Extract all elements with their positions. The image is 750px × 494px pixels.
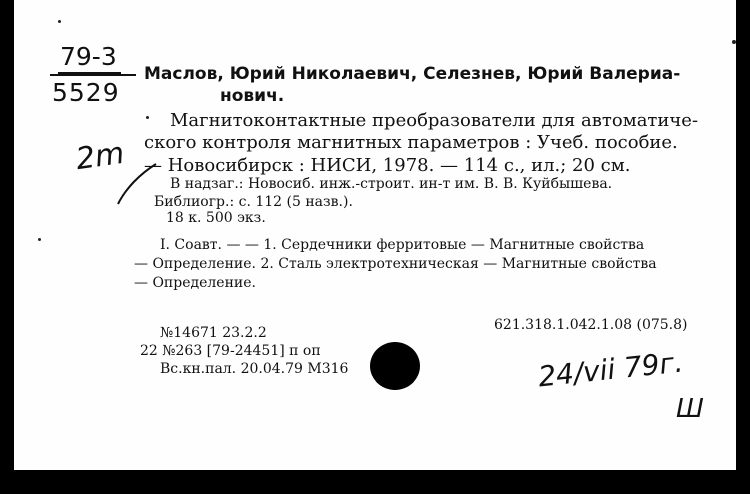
shelfmark — [50, 42, 138, 107]
subject-line-2: — Определение. 2. Сталь электротехническая — Магнитные свойства — [134, 256, 657, 272]
subject-line-3: — Определение. — [134, 275, 256, 291]
shelfmark-top: 79-3 — [58, 42, 121, 74]
shelfmark-bottom: 5529 — [52, 78, 120, 107]
title-line-2: ского контроля магнитных параметров : Учеб. пособие. — [144, 132, 678, 153]
title-line-1: Магнитоконтактные преобразователи для автоматиче- — [170, 110, 699, 131]
author-line-1: Маслов, Юрий Николаевич, Селезнев, Юрий Валериа- — [144, 64, 681, 84]
order-line: 22 №263 [79-24451] п оп — [140, 343, 321, 359]
speck — [732, 40, 736, 44]
punch-hole — [370, 342, 420, 390]
card-number-line: №14671 23.2.2 — [160, 325, 267, 341]
handwritten-stroke — [100, 160, 160, 206]
speck — [146, 116, 149, 119]
speck — [58, 20, 61, 23]
shelfmark-divider — [50, 74, 136, 76]
note-line-1: В надзаг.: Новосиб. инж.-строит. ин-т им. В. В. Куйбышева. — [170, 176, 613, 192]
handwritten-initials: Ш — [676, 394, 704, 424]
handwritten-note-left: 2m — [73, 135, 127, 178]
speck — [38, 238, 41, 241]
book-chamber-line: Вс.кн.пал. 20.04.79 М316 — [160, 361, 349, 377]
handwritten-date: 24/vii 79г. — [536, 345, 685, 394]
author-line-2: нович. — [220, 86, 285, 106]
catalog-card — [14, 0, 736, 470]
imprint-line: — Новосибирск : НИСИ, 1978. — 114 с., ил.; 20 см. — [144, 155, 631, 176]
udc-code: 621.318.1.042.1.08 (075.8) — [494, 317, 688, 333]
note-line-3: 18 к. 500 экз. — [166, 210, 266, 226]
subject-line-1: I. Соавт. — — 1. Сердечники ферритовые — Магнитные свойства — [160, 237, 645, 253]
note-line-2: Библиогр.: с. 112 (5 назв.). — [154, 194, 353, 210]
handwritten-stroke-path — [118, 164, 156, 204]
